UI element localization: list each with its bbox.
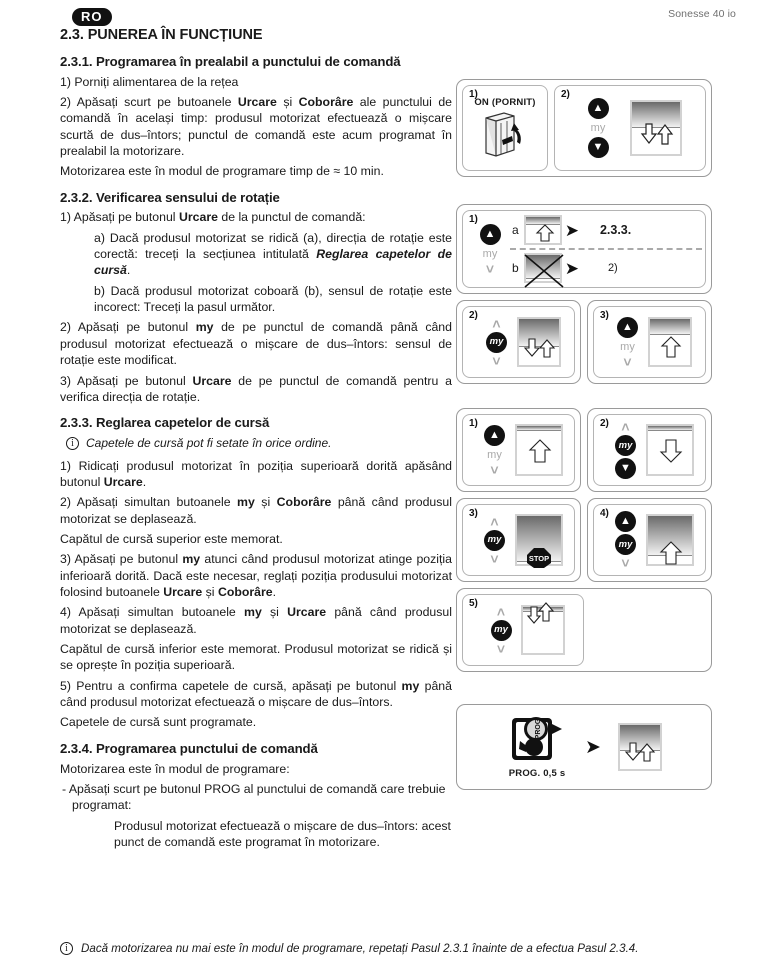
figure-2-3-3-panel-5 (462, 594, 584, 666)
paragraph-2-3-1-step2 (60, 94, 452, 159)
paragraph-2-3-3-step1 (60, 458, 452, 491)
paragraph-2-3-1-note: Motorizarea este în modul de programare timp de ≈ 10 min. (60, 164, 384, 179)
figure-2-3-2-panel-2-wrap (456, 300, 581, 384)
outcome-row-a (510, 215, 702, 245)
bold-term-coborare: Coborâre (276, 495, 332, 510)
text-run: și (276, 94, 299, 109)
paragraph-2-3-4-step: - Apăsați scurt pe butonul PROG al punctului de comandă care trebuie programat: (62, 781, 446, 813)
remote-control-buttons (475, 513, 515, 567)
paragraph-2-3-2-step3 (60, 373, 452, 406)
remote-control-buttons (608, 317, 648, 368)
blind-graphic-up (648, 317, 692, 367)
bold-term-my: my (401, 678, 420, 693)
bold-term-urcare: Urcare (103, 474, 143, 489)
text-run: . (142, 474, 147, 489)
info-icon (60, 942, 73, 955)
my-label: my (487, 448, 502, 461)
figure-2-3-2-steps (456, 300, 712, 384)
chevron-down-icon: ˅ (621, 555, 630, 571)
blind-graphic-updown (521, 605, 565, 655)
bold-term-my: my (195, 320, 214, 335)
subsection-title-2-3-3: 2.3.3. Reglarea capetelor de cursă (60, 415, 270, 431)
updown-arrows-icon (519, 319, 563, 369)
text-run: . (272, 585, 277, 600)
up-button-icon: ▲ (588, 98, 609, 119)
text-run: până când produsul motorizat efectuează o mișcare de dus–întors. (60, 678, 452, 710)
svg-text:STOP: STOP (528, 554, 549, 563)
panel-number: 1) (469, 418, 478, 429)
panel-number: 3) (600, 310, 609, 321)
chevron-down-icon: ˅ (490, 550, 499, 567)
up-button-icon: ▲ (617, 317, 638, 338)
arrow-right-icon: ➤ (564, 258, 579, 278)
paragraph-2-3-3-step3 (60, 551, 452, 600)
panel-number: 1) (469, 89, 478, 100)
paragraph-2-3-4-intro: Motorizarea este în modul de programare: (60, 761, 290, 776)
text-run: și (202, 585, 218, 600)
italic-ref-reglarea: Reglarea capetelor de cursă (94, 247, 453, 278)
text-run: 4) Apăsați simultan butoanele (60, 605, 245, 620)
bold-term-my: my (182, 552, 201, 567)
footer-note (60, 941, 720, 956)
chevron-up-icon: ˄ (490, 513, 499, 530)
case-letter-b: b (512, 261, 519, 275)
my-label: my (482, 247, 498, 260)
down-button-icon: ▼ (588, 137, 609, 158)
blind-graphic-down-crossed (524, 253, 562, 283)
text-run: 2) Apăsați simultan butoanele (60, 495, 238, 510)
prog-button-group (506, 715, 568, 779)
figure-column (456, 79, 712, 797)
paragraph-2-3-3-step5 (60, 678, 452, 711)
my-button-icon: my (615, 435, 636, 456)
text-run: 2) Apăsați pe butonul (60, 320, 196, 335)
figure-2-3-3-panel-3 (462, 504, 575, 576)
paragraph-2-3-2-step2 (60, 319, 452, 368)
bold-term-coborare: Coborâre (298, 94, 354, 109)
paragraph-2-3-3-step4 (60, 604, 452, 637)
bold-term-urcare: Urcare (287, 605, 327, 620)
text-run: 5) Pentru a confirma capetele de cursă, apăsați pe butonul (60, 678, 402, 693)
down-button-icon: ▼ (615, 458, 636, 479)
section-title-2-3: 2.3. PUNEREA ÎN FUNCȚIUNE (60, 27, 263, 43)
svg-text:PROG: PROG (535, 718, 543, 740)
text-run: . (126, 263, 131, 278)
panel-number: 2) (561, 89, 570, 100)
figure-2-3-3-panel-5-wrap (456, 588, 712, 672)
info-note-text: Capetele de cursă pot fi setate în orice ordine. (86, 436, 332, 451)
figure-2-3-3-panel-1 (462, 414, 575, 486)
up-button-icon: ▲ (480, 224, 501, 245)
my-label: my (590, 122, 606, 134)
chevron-down-icon: ˅ (485, 260, 495, 277)
my-label: my (620, 340, 635, 353)
bold-term-my: my (244, 605, 262, 620)
updown-arrows-icon (632, 102, 684, 158)
blind-graphic-updown (618, 723, 662, 771)
figure-2-3-2-panel-2 (462, 306, 575, 378)
my-button-icon: my (486, 332, 507, 353)
figure-2-3-1-panel-2 (554, 85, 706, 171)
chevron-up-icon: ˄ (496, 603, 506, 620)
remote-control-buttons (606, 511, 646, 569)
updown-arrows-icon (523, 601, 571, 651)
bold-term-my: my (237, 495, 255, 510)
chevron-down-icon: ˅ (623, 353, 632, 370)
panel-number: 1) (469, 214, 478, 225)
divider (510, 248, 702, 250)
text-run: 1) Ridicați produsul motorizat în poziția superioară dorită apăsând butonul (60, 458, 452, 489)
blind-graphic-up (515, 424, 563, 476)
case-letter-a: a (512, 223, 519, 237)
remote-control-buttons (578, 98, 618, 158)
chevron-down-icon: ˅ (496, 640, 506, 657)
paragraph-2-3-2-case-a (94, 230, 452, 279)
circuit-breaker-icon (474, 110, 536, 160)
text-run: de pe punctul de comandă până când produsul motorizat efectuează o mișcare de dus–întors: sensul de rotație este modificat. (60, 320, 452, 368)
subsection-title-2-3-2: 2.3.2. Verificarea sensului de rotație (60, 189, 280, 205)
remote-control-buttons (477, 315, 517, 369)
up-button-icon: ▲ (484, 425, 505, 446)
blind-graphic-down (646, 424, 694, 476)
up-arrow-icon (526, 217, 564, 247)
figure-2-3-3-panel-4 (593, 504, 706, 576)
up-arrow-icon (650, 319, 694, 369)
bold-term-urcare: Urcare (237, 94, 277, 109)
arrow-right-icon: ➤ (585, 736, 601, 758)
my-button-icon: my (615, 534, 636, 555)
up-arrow-icon (648, 516, 696, 568)
language-badge: RO (72, 8, 112, 26)
info-note-2-3-3 (66, 436, 452, 452)
text-run: de pe punctul de comandă pentru a verifica direcția de rotație. (60, 373, 452, 404)
outcome-b-reference: 2) (607, 262, 618, 274)
figure-2-3-1 (456, 79, 712, 177)
footer-note-text: Dacă motorizarea nu mai este în modul de programare, repetați Pasul 2.3.1 înainte de a efectua Pasul 2.3.4. (81, 941, 639, 955)
panel-number: 5) (469, 598, 478, 609)
text-run: 3) Apăsați pe butonul (60, 552, 183, 567)
wrap-3 (456, 498, 581, 582)
blind-graphic-stop (515, 514, 563, 566)
text-run: 2) Apăsați scurt pe butoanele (60, 94, 238, 109)
paragraph-2-3-2-case-b: b) Dacă produsul motorizat coboară (b), sensul de rotație este incorect: Treceți la pasul următor. (94, 283, 452, 315)
remote-control-buttons (606, 421, 646, 479)
figure-2-3-2-panel-1 (462, 210, 706, 288)
text-run: până când produsul motorizat se deplasează. (60, 605, 452, 636)
figure-2-3-4-panel (462, 710, 706, 784)
paragraph-2-3-3-final: Capetele de cursă sunt programate. (60, 715, 257, 730)
bold-term-urcare: Urcare (163, 585, 203, 600)
prog-button-icon (506, 715, 568, 767)
figure-2-3-3-panel-2 (593, 414, 706, 486)
panel-number: 3) (469, 508, 478, 519)
paragraph-2-3-4-result: Produsul motorizat efectuează o mișcare de dus–întors: acest punct de comandă este programat în motorizare. (114, 818, 451, 850)
wrap-1 (456, 408, 581, 492)
figure-2-3-4 (456, 704, 712, 790)
chevron-up-icon: ˄ (621, 419, 630, 435)
remote-control-buttons (475, 425, 515, 476)
paragraph-2-3-2-step1 (60, 209, 452, 225)
text-run: de la punctul de comandă: (217, 210, 366, 225)
info-icon (66, 437, 79, 450)
paragraph-2-3-1-step1: 1) Porniți alimentarea de la rețea (60, 74, 239, 89)
text-run: și (254, 495, 277, 510)
direction-outcomes (510, 215, 702, 283)
text-run: atunci când produsul motorizat atinge poziția inferioară dorită. Dacă este necesar, reglați poziția produsului motorizat folosind butoanele (60, 552, 452, 600)
prog-duration-label: PROG. 0,5 s (508, 768, 566, 779)
chevron-down-icon: ˅ (490, 461, 499, 478)
on-state-label: ON (PORNIT) (474, 96, 536, 108)
figure-2-3-3-panel-1-wrap (456, 408, 712, 492)
my-button-icon: my (491, 620, 512, 641)
figure-2-3-2-direction (456, 204, 712, 294)
wrap-4 (587, 498, 712, 582)
remote-control-buttons (470, 224, 510, 275)
text-run: 1) Apăsați pe butonul (60, 210, 179, 225)
text-run: a) Dacă produsul motorizat se ridică (a), direcția de rotație este corectă: treceți la secțiunea intitulată (94, 230, 452, 262)
remote-control-buttons (481, 603, 521, 657)
up-button-icon: ▲ (615, 511, 636, 532)
stop-badge-icon (517, 516, 565, 568)
figure-2-3-1-panel-1 (462, 85, 548, 171)
bold-term-urcare: Urcare (178, 210, 218, 225)
bold-term-coborare: Coborâre (217, 585, 273, 600)
outcome-row-b (510, 253, 702, 283)
text-run: 3) Apăsați pe butonul (60, 373, 193, 388)
text-run: ale punctului de comandă în același timp: produsul motorizat efectuează o mișcare scurtă de dus–întors; punctul de comandă este acum programat în prealabil la motorizare. (60, 94, 453, 158)
text-run: și (261, 605, 288, 620)
arrow-right-icon: ➤ (564, 220, 579, 240)
my-button-icon: my (484, 530, 505, 551)
figure-2-3-3-panel-3-wrap (456, 498, 712, 582)
down-arrow-icon (648, 426, 696, 478)
blind-graphic-up (646, 514, 694, 566)
paragraph-2-3-3-result-lower: Capătul de cursă inferior este memorat. Produsul motorizat se ridică și se oprește în poziția superioară. (60, 642, 452, 673)
subsection-title-2-3-1: 2.3.1. Programarea în prealabil a punctului de comandă (60, 53, 401, 69)
document-model-label: Sonesse 40 io (668, 8, 736, 20)
paragraph-2-3-3-result-upper: Capătul de cursă superior este memorat. (60, 532, 283, 547)
subsection-title-2-3-4: 2.3.4. Programarea punctului de comandă (60, 740, 318, 756)
panel-number: 2) (600, 418, 609, 429)
panel-number: 2) (469, 310, 478, 321)
cross-out-icon (523, 253, 567, 289)
wrap-2 (587, 408, 712, 492)
blind-graphic-up (524, 215, 562, 245)
up-arrow-icon (517, 426, 565, 478)
blind-graphic-updown (517, 317, 561, 367)
outcome-a-reference: 2.3.3. (599, 223, 632, 237)
chevron-up-icon: ˄ (492, 315, 501, 332)
updown-arrows-icon (620, 725, 664, 773)
paragraph-2-3-3-step2 (60, 494, 452, 527)
figure-2-3-2-panel-3 (593, 306, 706, 378)
bold-term-urcare: Urcare (192, 373, 232, 388)
panel-number: 4) (600, 508, 609, 519)
blind-graphic-updown (630, 100, 682, 156)
text-column (60, 27, 452, 854)
figure-2-3-2-panel-3-wrap (587, 300, 712, 384)
chevron-down-icon: ˅ (492, 352, 501, 369)
text-run: până când produsul motorizat se deplasează. (60, 495, 452, 526)
